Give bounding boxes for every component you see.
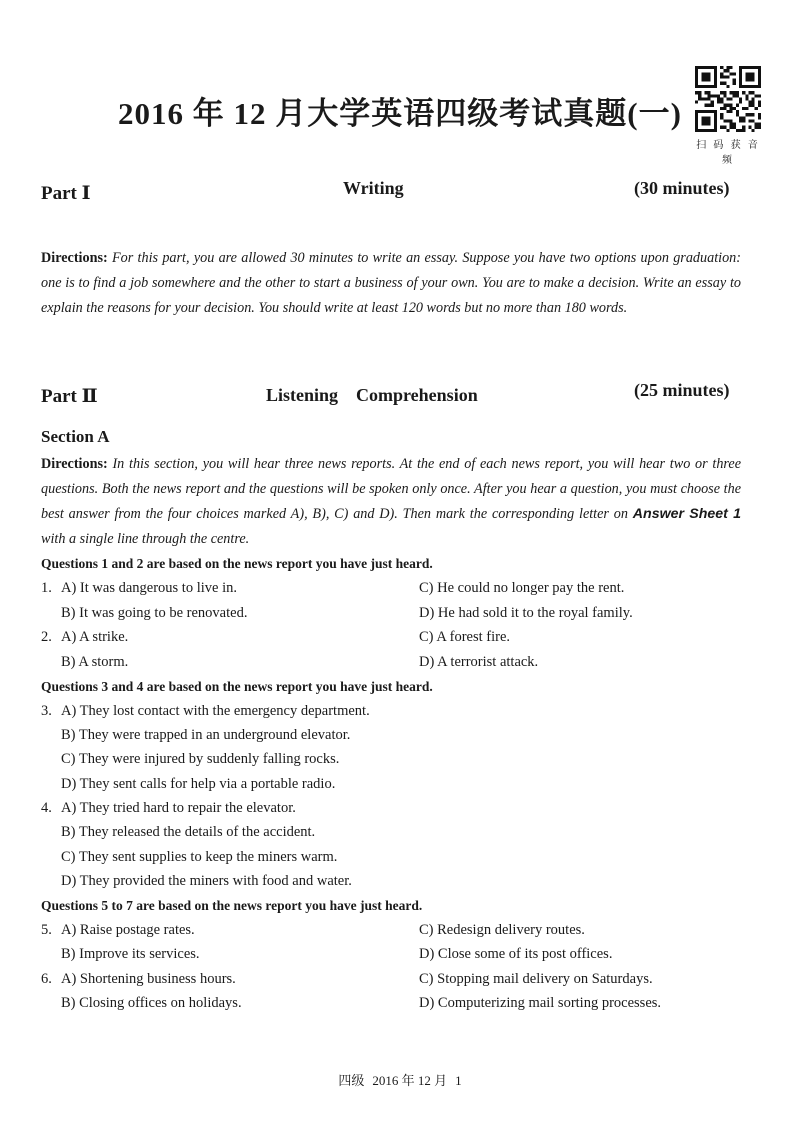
page-footer <box>0 1070 800 1089</box>
page-number: 1 <box>455 1073 462 1088</box>
part-1-directions <box>41 246 741 321</box>
question-group-header: Questions 5 to 7 are based on the news report you have just heard. <box>41 898 423 913</box>
option-c: C) A forest fire. <box>419 629 511 645</box>
footer-date: 2016 年 12 月 <box>372 1073 448 1088</box>
option-b: B) Improve its services. <box>61 946 200 962</box>
question-number: 4. <box>41 800 52 816</box>
option-c: C) They sent supplies to keep the miners warm. <box>61 849 338 865</box>
question-number: 2. <box>41 629 52 645</box>
part-1-title: Writing <box>343 178 404 198</box>
option-c: C) They were injured by suddenly falling rocks. <box>61 751 340 767</box>
option-d: D) They sent calls for help via a portable radio. <box>61 776 336 792</box>
option-c: C) Stopping mail delivery on Saturdays. <box>419 971 653 987</box>
option-d: D) Computerizing mail sorting processes. <box>419 995 662 1011</box>
section-a-heading: Section A <box>41 427 110 446</box>
question-number: 5. <box>41 922 52 938</box>
option-d: D) Close some of its post offices. <box>419 946 613 962</box>
option-b: B) They were trapped in an underground elevator. <box>61 727 351 743</box>
answer-sheet-label: Answer Sheet 1 <box>632 506 741 522</box>
option-d: D) They provided the miners with food and water. <box>61 873 352 889</box>
qr-code-icon <box>695 66 761 132</box>
qr-caption: 扫 码 获 音 频 <box>696 140 760 166</box>
part-2-time: (25 minutes) <box>634 380 730 400</box>
part-2-directions <box>41 452 741 552</box>
option-a: A) Shortening business hours. <box>61 971 236 987</box>
question-number: 3. <box>41 703 52 719</box>
directions-lead: Directions: <box>41 250 108 266</box>
option-b: B) Closing offices on holidays. <box>61 995 242 1011</box>
option-a: A) A strike. <box>61 629 129 645</box>
part-1-time: (30 minutes) <box>634 178 730 198</box>
option-a: A) They lost contact with the emergency department. <box>61 703 370 719</box>
option-c: C) He could no longer pay the rent. <box>419 580 625 596</box>
footer-level: 四级 <box>338 1073 365 1088</box>
directions-text: In this section, you will hear three news reports. At the end of each news report, you will hear two or three questions. Both the news report and the questions will be spoken only once. After you hear a question, you must choose the best answer from the four choices marked A), B), C) and D). Then mark the corresponding letter on <box>41 456 742 522</box>
option-b: B) A storm. <box>61 654 129 670</box>
question-number: 6. <box>41 971 52 987</box>
option-a: A) It was dangerous to live in. <box>61 580 237 596</box>
option-b: B) They released the details of the accident. <box>61 824 316 840</box>
question-number: 1. <box>41 580 52 596</box>
part-2-title: Listening Comprehension <box>266 385 478 405</box>
part-1-label: Part Ⅰ <box>41 183 91 204</box>
option-d: D) A terrorist attack. <box>419 654 539 670</box>
directions-lead: Directions: <box>41 456 108 472</box>
page-title: 2016 年 12 月大学英语四级考试真题(一) <box>118 96 682 131</box>
directions-text-end: with a single line through the centre. <box>41 531 250 547</box>
option-b: B) It was going to be renovated. <box>61 605 248 621</box>
part-2-label: Part Ⅱ <box>41 386 98 407</box>
question-group-header: Questions 3 and 4 are based on the news report you have just heard. <box>41 679 433 694</box>
directions-text: For this part, you are allowed 30 minutes to write an essay. Suppose you have two options upon graduation: one is to find a job somewhere and the other to start a business of your own. You are to make a decision. Write an essay to explain the reasons for your decision. You should write at least 120 words but no more than 180 words. <box>41 250 742 316</box>
option-c: C) Redesign delivery routes. <box>419 922 585 938</box>
option-d: D) He had sold it to the royal family. <box>419 605 633 621</box>
option-a: A) Raise postage rates. <box>61 922 195 938</box>
option-a: A) They tried hard to repair the elevator. <box>61 800 296 816</box>
question-group-header: Questions 1 and 2 are based on the news report you have just heard. <box>41 556 433 571</box>
